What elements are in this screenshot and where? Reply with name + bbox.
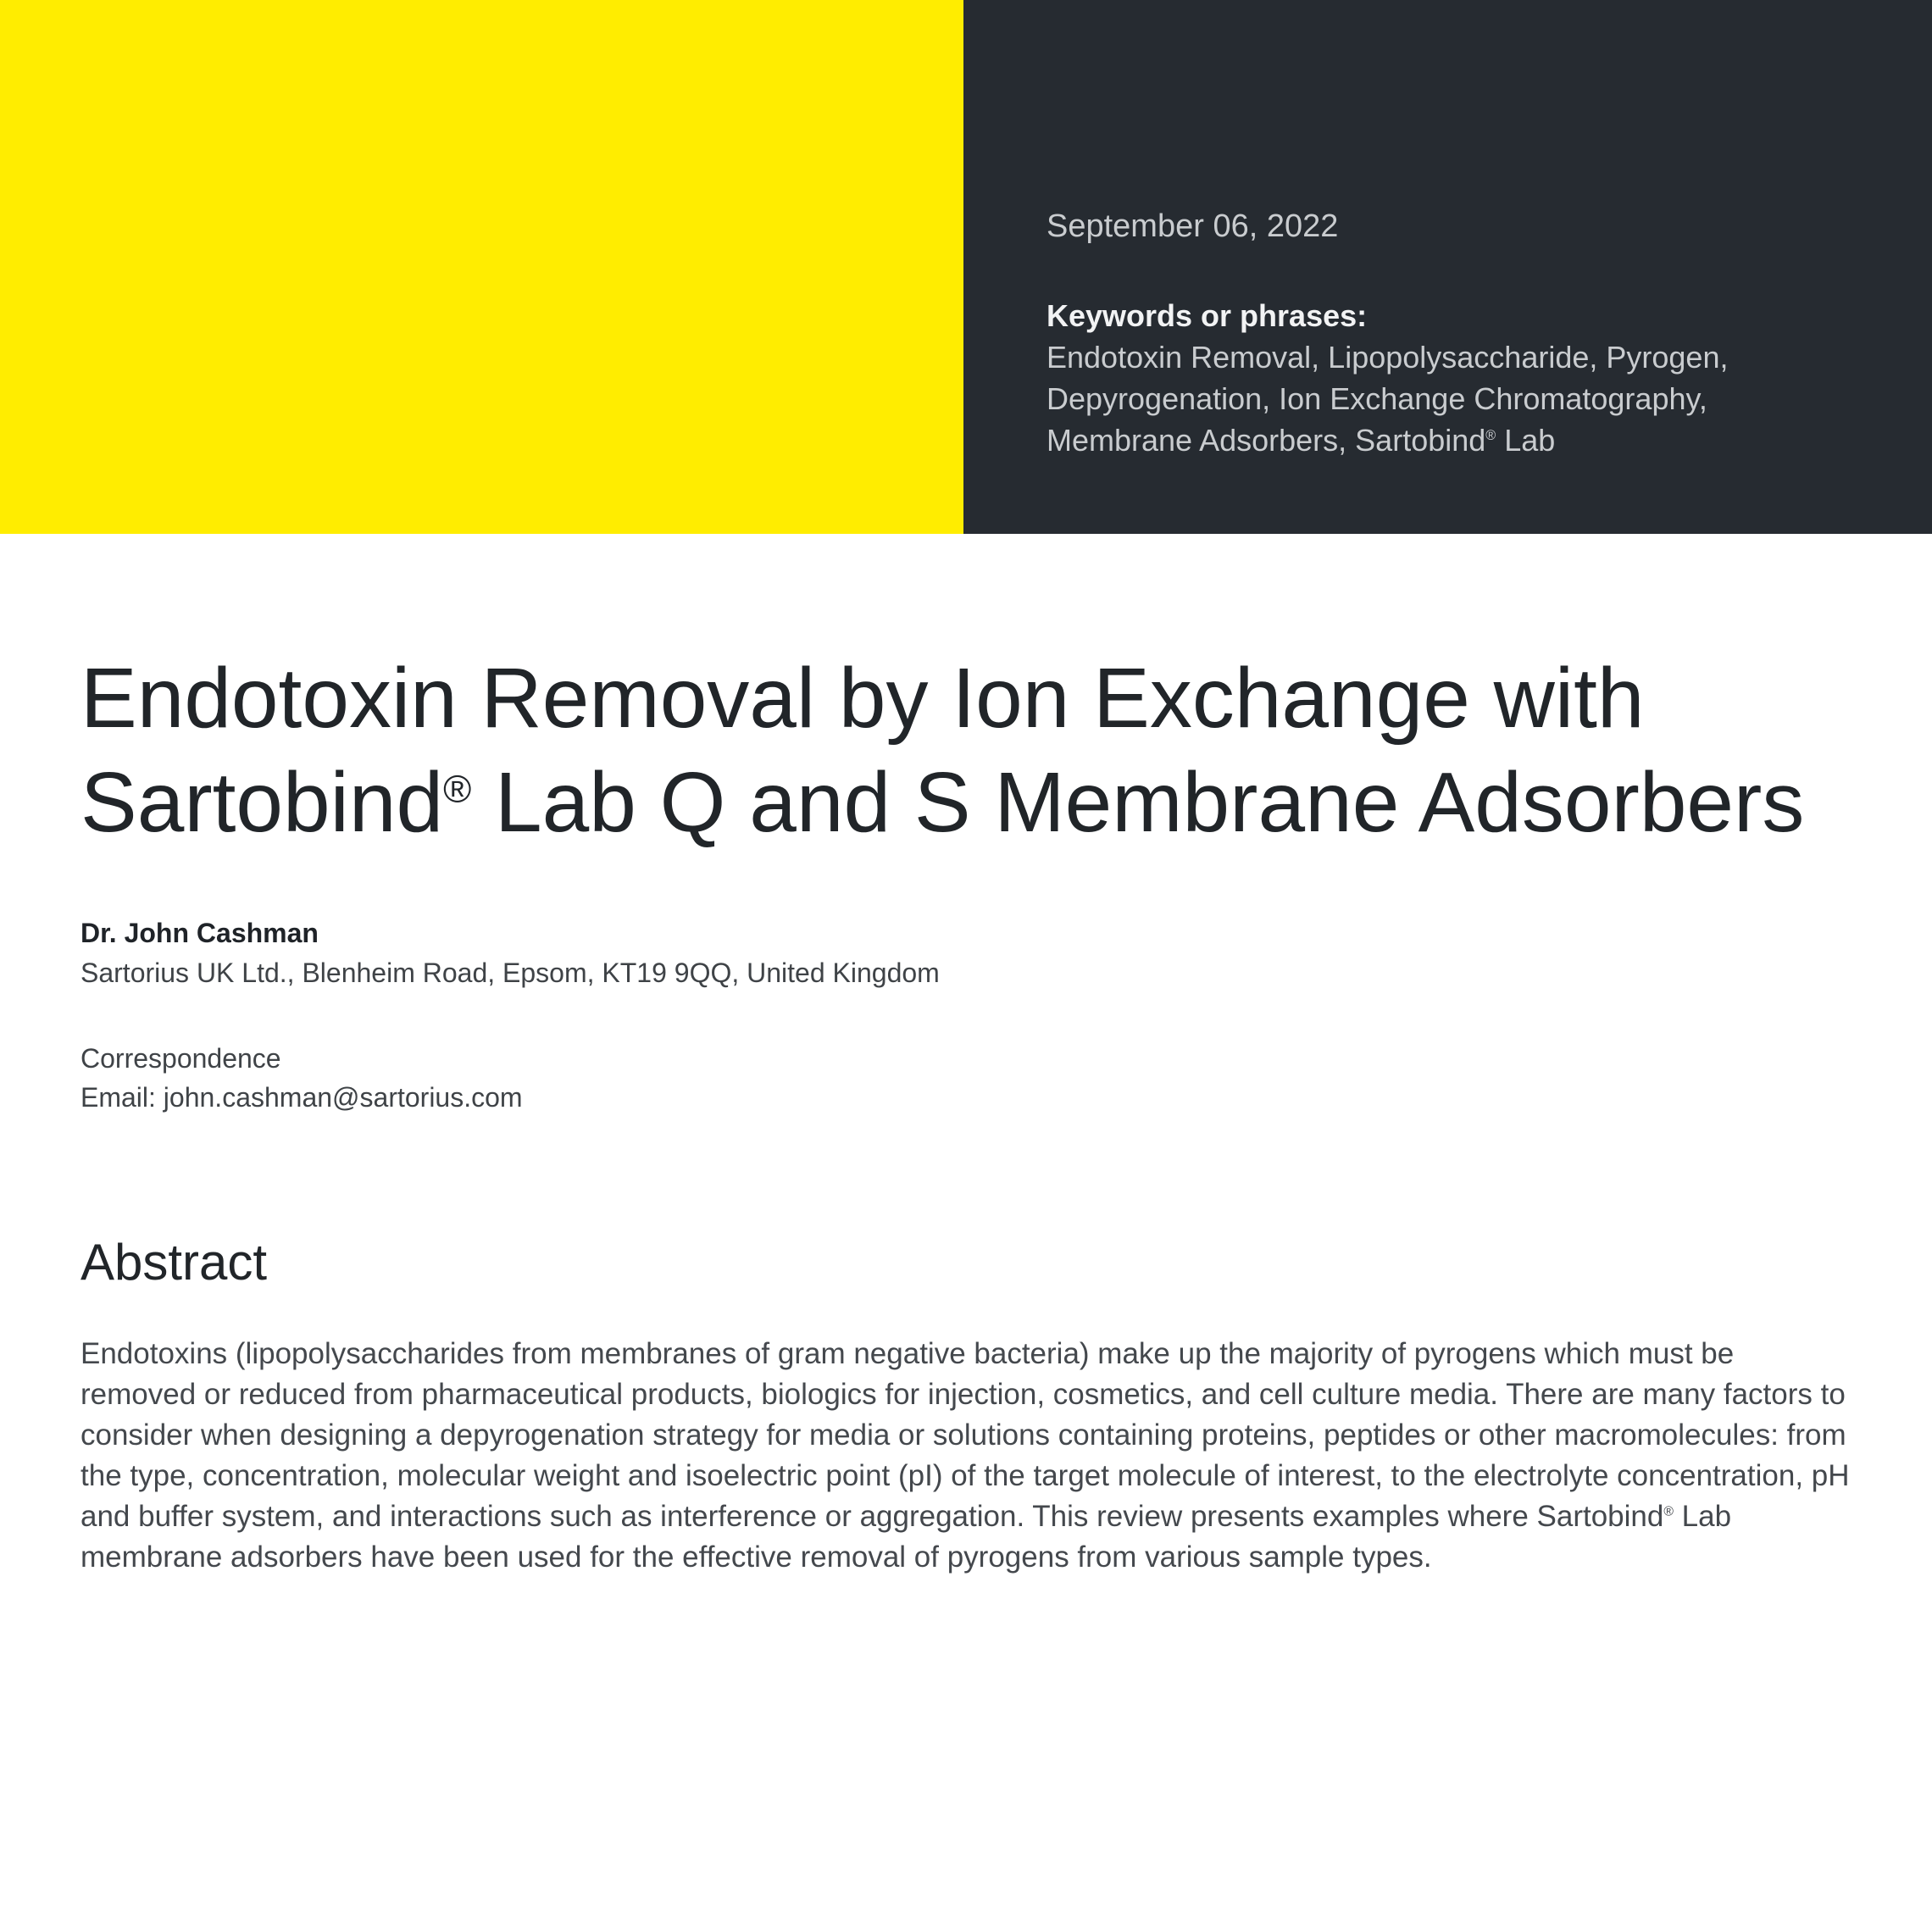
page-title-line-2: Sartobind® Lab Q and S Membrane Adsorbers [80, 755, 1805, 850]
keywords-line: Depyrogenation, Ion Exchange Chromatography, [1046, 381, 1707, 416]
header-dark-panel [963, 0, 1932, 534]
abstract-heading: Abstract [80, 1234, 268, 1291]
keywords-label: Keywords or phrases: [1046, 298, 1368, 333]
correspondence-label: Correspondence [80, 1043, 281, 1074]
page-title [80, 647, 1852, 855]
article-body [0, 647, 1932, 1578]
brand-yellow-panel [0, 0, 963, 534]
publication-date: September 06, 2022 [1046, 208, 1339, 244]
abstract-paragraph: Endotoxins (lipopolysaccharides from membranes of gram negative bacteria) make up the majority of pyrogens which must be removed or reduced from pharmaceutical products, biologics for injection, cosmetics, and cell culture media. There are many factors to consider when designing a depyrogenation strategy for media or solutions containing proteins, peptides or other macromolecules: from the type, concentration, molecular weight and isoelectric point (pI) of the target molecule of interest, to the electrolyte concentration, pH and buffer system, and interactions such as interference or aggregation. This review presents examples where Sartobind® Lab membrane adsorbers have been used for the effective removal of pyrogens from various sample types. [80, 1337, 1850, 1574]
keywords-line: Endotoxin Removal, Lipopolysaccharide, Pyrogen, [1046, 340, 1729, 375]
keywords-line: Membrane Adsorbers, Sartobind® Lab [1046, 423, 1556, 458]
page-title-line-1: Endotoxin Removal by Ion Exchange with [80, 651, 1645, 746]
header-banner [0, 0, 1932, 534]
author-affiliation: Sartorius UK Ltd., Blenheim Road, Epsom, KT19 9QQ, United Kingdom [80, 958, 940, 988]
correspondence-email: Email: john.cashman@sartorius.com [80, 1082, 523, 1113]
author-name: Dr. John Cashman [80, 918, 319, 948]
